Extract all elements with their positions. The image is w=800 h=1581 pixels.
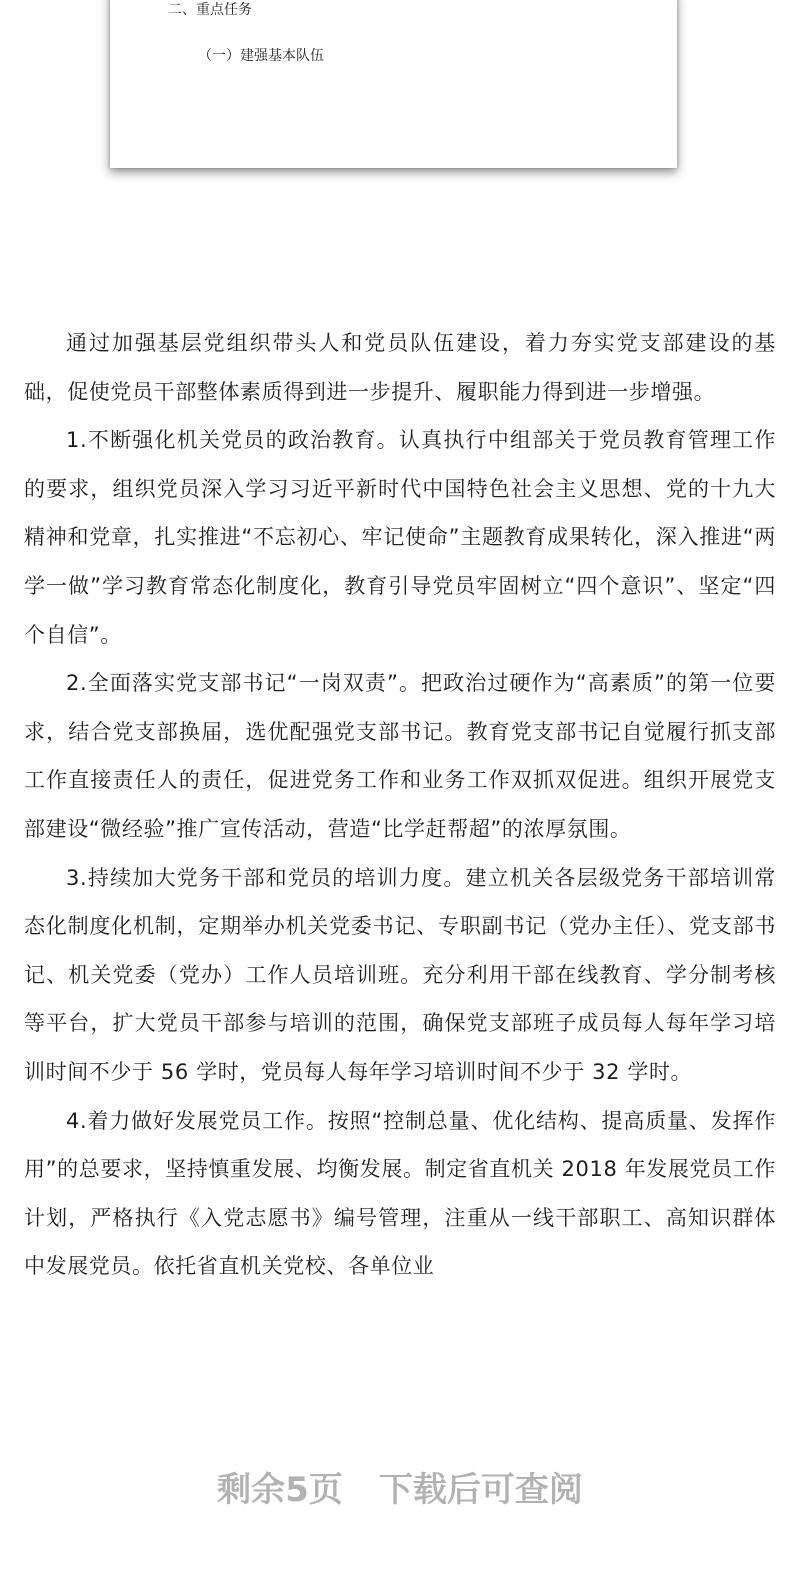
download-banner[interactable] [0, 1462, 800, 1518]
remaining-pages-label: 剩余5页 [217, 1470, 343, 1510]
paragraph-intro: 通过加强基层党组织带头人和党员队伍建设，着力夯实党支部建设的基础，促使党员干部整体素质得到进一步提升、履职能力得到进一步增强。 [24, 331, 776, 404]
download-hint-label[interactable]: 下载后可查阅 [378, 1470, 583, 1510]
paragraph-item-1: 1.不断强化机关党员的政治教育。认真执行中组部关于党员教育管理工作的要求，组织党员深入学习习近平新时代中国特色社会主义思想、党的十九大精神和党章，扎实推进“不忘初心、牢记使命”主题教育成果转化，深入推进“两学一做”学习教育常态化制度化，教育引导党员牢固树立“四个意识”、坚定“四个自信”。 [24, 428, 776, 647]
previous-page-preview [110, 0, 677, 168]
paragraph-item-2: 2.全面落实党支部书记“一岗双责”。把政治过硬作为“高素质”的第一位要求，结合党支部换届，选优配强党支部书记。教育党支部书记自觉履行抓支部工作直接责任人的责任，促进党务工作和业务工作双抓双促进。组织开展党支部建设“微经验”推广宣传活动，营造“比学赶帮超”的浓厚氛围。 [24, 671, 776, 841]
subsection-heading: （一）建强基本队伍 [198, 48, 324, 64]
document-body [24, 319, 776, 1291]
paragraph-item-4: 4.着力做好发展党员工作。按照“控制总量、优化结构、提高质量、发挥作用”的总要求，坚持慎重发展、均衡发展。制定省直机关 2018 年发展党员工作计划，严格执行《入党志愿书》编号管理，注重从一线干部职工、高知识群体中发展党员。依托省直机关党校、各单位业 [24, 1108, 776, 1279]
paragraph-item-3: 3.持续加大党务干部和党员的培训力度。建立机关各层级党务干部培训常态化制度化机制，定期举办机关党委书记、专职副书记（党办主任）、党支部书记、机关党委（党办）工作人员培训班。充分利用干部在线教育、学分制考核等平台，扩大党员干部参与培训的范围，确保党支部班子成员每人每年学习培训时间不少于 56 学时，党员每人每年学习培训时间不少于 32 学时。 [24, 865, 776, 1084]
section-heading: 二、重点任务 [168, 2, 252, 18]
